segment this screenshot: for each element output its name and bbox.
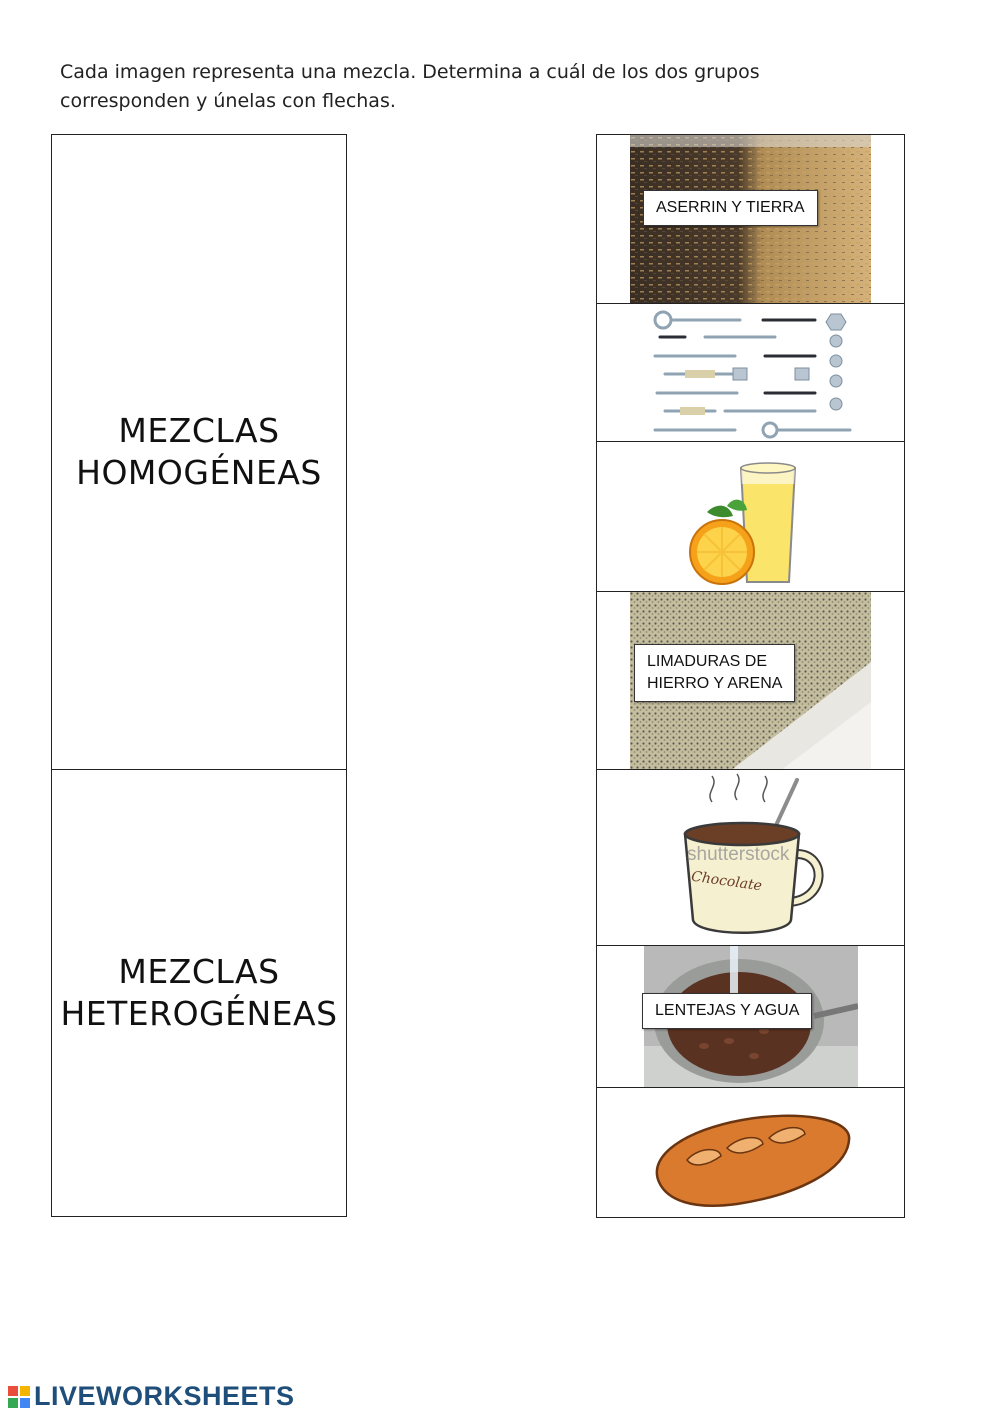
item-lentils-water[interactable] [596,945,905,1088]
item-caption: LIMADURAS DE HIERRO Y ARENA [634,644,795,702]
bread-loaf-icon [647,1100,857,1215]
instructions: Cada imagen representa una mezcla. Determina a cuál de los dos grupos corresponden y únelas con flechas. [60,61,760,112]
screws-nuts-photo [645,306,860,441]
orange-juice-icon [677,444,827,590]
footer-logo [8,1381,295,1412]
item-screws[interactable] [596,303,905,442]
homogeneous-box[interactable] [51,134,347,770]
watermark-text: shutterstock [687,844,790,865]
item-caption: LENTEJAS Y AGUA [642,993,812,1029]
item-caption: ASERRIN Y TIERRA [643,190,818,226]
heterogeneous-label: MEZCLAS HETEROGÉNEAS [60,952,338,1033]
item-orange-juice[interactable] [596,441,905,592]
item-sawdust-soil[interactable] [596,134,905,304]
item-bread[interactable] [596,1087,905,1218]
item-iron-filings-sand[interactable] [596,591,905,770]
liveworksheets-logo-icon [8,1386,30,1408]
brand-name: LIVEWORKSHEETS [34,1381,295,1411]
heterogeneous-box[interactable] [51,769,347,1217]
mug-text: Chocolate [690,868,763,895]
homogeneous-label: MEZCLAS HOMOGÉNEAS [76,411,322,492]
item-hot-chocolate[interactable] [596,769,905,946]
hot-chocolate-cup-icon [677,772,827,944]
